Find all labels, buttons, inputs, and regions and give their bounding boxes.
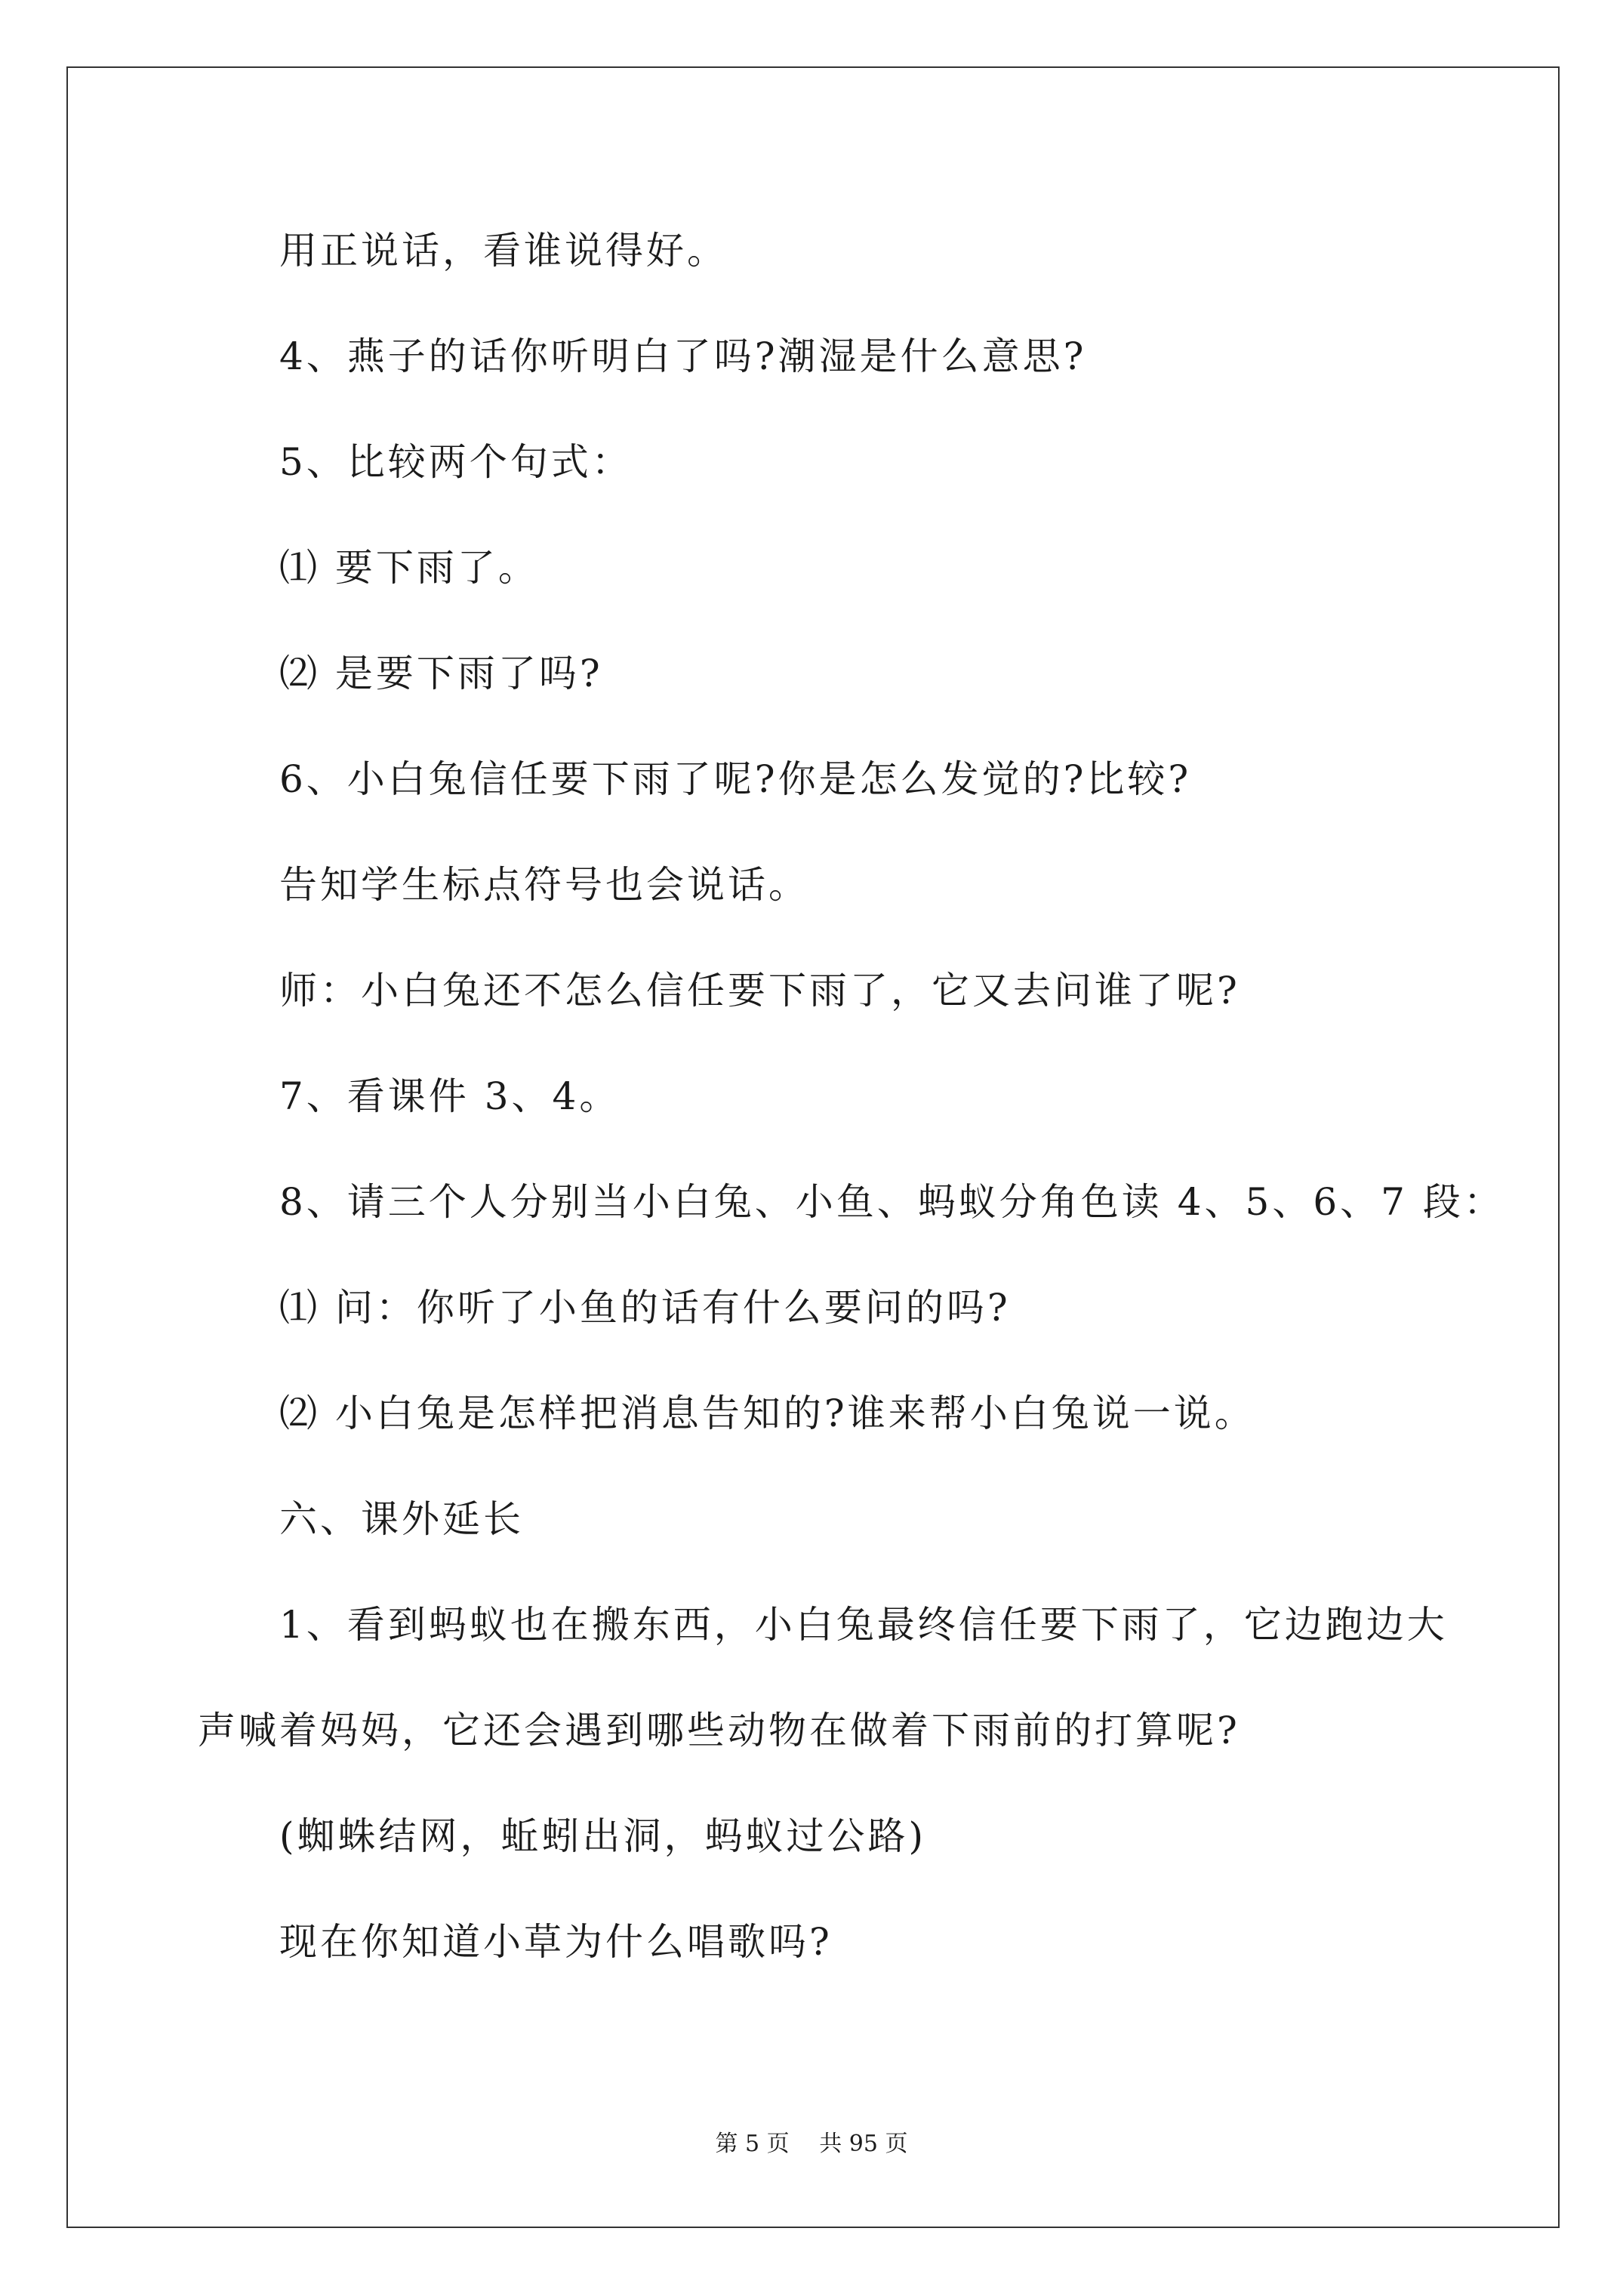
page-border: [66, 66, 1560, 2228]
text-line: 1、看到蚂蚁也在搬东西，小白兔最终信任要下雨了，它边跑边大: [279, 1603, 1448, 1647]
text-line: 6、小白兔信任要下雨了呢?你是怎么发觉的?比较?: [279, 757, 1192, 801]
text-line: 5、比较两个句式：: [279, 440, 633, 484]
text-line: (蜘蛛结网，蚯蚓出洞，蚂蚁过公路): [279, 1814, 927, 1858]
text-line: 8、请三个人分别当小白兔、小鱼、蚂蚁分角色读 4、5、6、7 段：: [279, 1180, 1504, 1224]
text-line: 7、看课件 3、4。: [279, 1074, 621, 1118]
page-number: 第 5 页 共 95 页: [715, 2131, 908, 2157]
text-line: 用正说话，看谁说得好。: [279, 229, 728, 273]
text-line: 师：小白兔还不怎么信任要下雨了，它又去问谁了呢?: [279, 969, 1240, 1012]
text-line: 现在你知道小草为什么唱歌吗?: [279, 1920, 833, 1964]
text-line: ⑵ 小白兔是怎样把消息告知的?谁来帮小白兔说一说。: [279, 1391, 1255, 1435]
text-line: ⑴ 问：你听了小鱼的话有什么要问的吗?: [279, 1286, 1011, 1330]
text-line: ⑵ 是要下雨了吗?: [279, 652, 603, 695]
text-line: 声喊着妈妈，它还会遇到哪些动物在做着下雨前的打算呢?: [198, 1709, 1240, 1752]
text-line: ⑴ 要下雨了。: [279, 546, 539, 590]
text-line: 告知学生标点符号也会说话。: [279, 863, 809, 907]
text-line: 4、燕子的话你听明白了吗?潮湿是什么意思?: [279, 334, 1087, 378]
section-heading: 六、课外延长: [279, 1497, 524, 1541]
